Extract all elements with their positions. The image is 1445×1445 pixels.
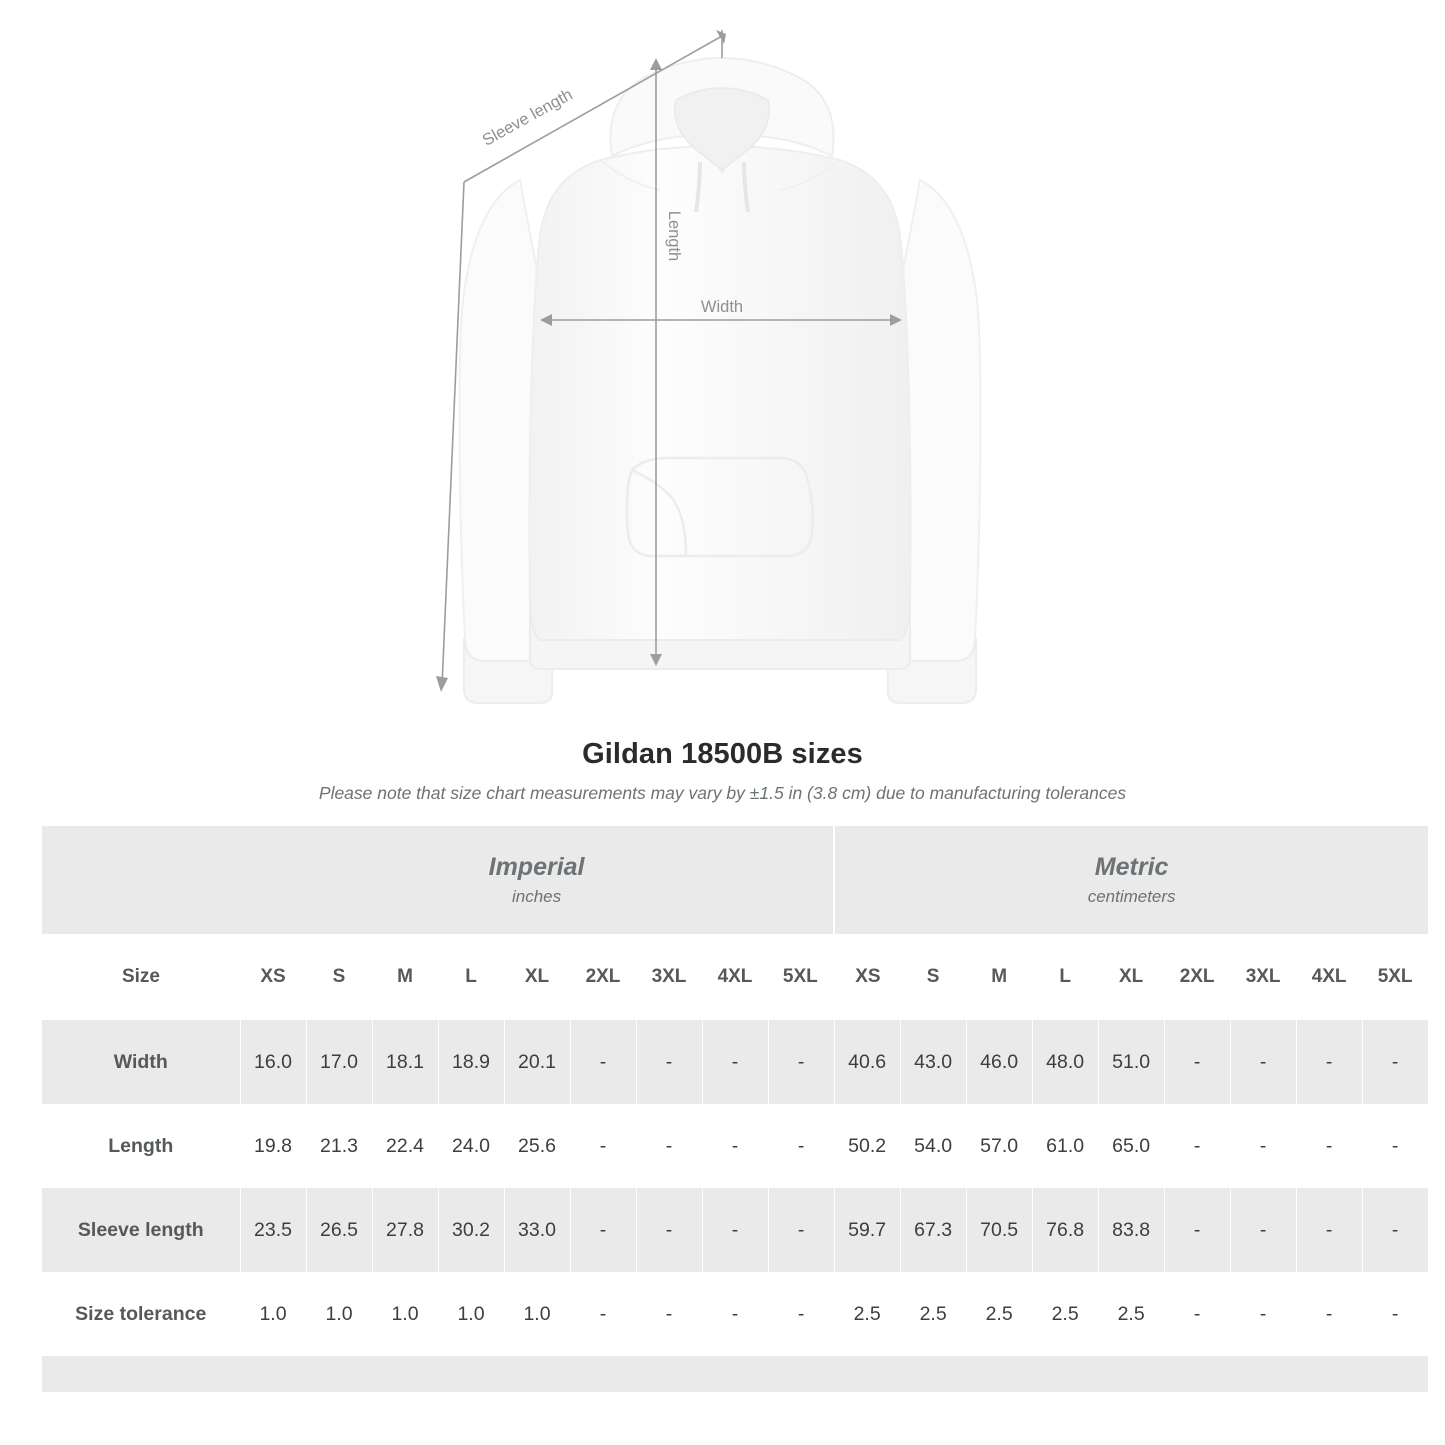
cell-length-metric-s: 54.0 [900, 1104, 966, 1188]
size-header-imperial-xl: XL [504, 934, 570, 1020]
cell-tolerance-imperial-m: 1.0 [372, 1272, 438, 1356]
row-label-width: Width [42, 1020, 240, 1104]
cell-length-imperial-5xl: - [768, 1104, 834, 1188]
cell-length-metric-l: 61.0 [1032, 1104, 1098, 1188]
cell-length-imperial-m: 22.4 [372, 1104, 438, 1188]
label-length: Length [665, 210, 683, 262]
cell-sleeve-metric-xs: 59.7 [834, 1188, 900, 1272]
cell-length-metric-5xl: - [1362, 1104, 1428, 1188]
size-header-metric-5xl: 5XL [1362, 934, 1428, 1020]
metric-title: Metric [1094, 852, 1169, 881]
cell-length-metric-4xl: - [1296, 1104, 1362, 1188]
size-header-imperial-m: M [372, 934, 438, 1020]
size-header-metric-xl: XL [1098, 934, 1164, 1020]
imperial-title: Imperial [488, 852, 585, 881]
cell-sleeve-metric-2xl: - [1164, 1188, 1230, 1272]
cell-width-imperial-2xl: - [570, 1020, 636, 1104]
tolerance-note: Please note that size chart measurements may vary by ±1.5 in (3.8 cm) due to manufacturing tolerances [318, 783, 1127, 803]
cell-tolerance-metric-xs: 2.5 [834, 1272, 900, 1356]
cell-length-imperial-xl: 25.6 [504, 1104, 570, 1188]
cell-tolerance-imperial-4xl: - [702, 1272, 768, 1356]
row-label-size-tolerance: Size tolerance [42, 1272, 240, 1356]
cell-sleeve-metric-m: 70.5 [966, 1188, 1032, 1272]
label-width: Width [700, 298, 744, 316]
metric-unit: centimeters [1087, 887, 1176, 907]
cell-width-metric-xl: 51.0 [1098, 1020, 1164, 1104]
table-row [42, 1020, 1428, 1104]
cell-sleeve-imperial-m: 27.8 [372, 1188, 438, 1272]
cell-length-imperial-3xl: - [636, 1104, 702, 1188]
table-row [42, 1104, 1428, 1188]
size-header-imperial-xs: XS [240, 934, 306, 1020]
footer-band-cell [42, 1356, 1428, 1392]
cell-width-metric-xs: 40.6 [834, 1020, 900, 1104]
cell-tolerance-metric-xl: 2.5 [1098, 1272, 1164, 1356]
cell-tolerance-metric-l: 2.5 [1032, 1272, 1098, 1356]
cell-width-metric-m: 46.0 [966, 1020, 1032, 1104]
cell-tolerance-metric-3xl: - [1230, 1272, 1296, 1356]
size-header-metric-l: L [1032, 934, 1098, 1020]
row-label-sleeve-length: Sleeve length [42, 1188, 240, 1272]
cell-tolerance-metric-m: 2.5 [966, 1272, 1032, 1356]
cell-tolerance-imperial-xs: 1.0 [240, 1272, 306, 1356]
cell-sleeve-metric-4xl: - [1296, 1188, 1362, 1272]
cell-width-imperial-3xl: - [636, 1020, 702, 1104]
cell-tolerance-metric-s: 2.5 [900, 1272, 966, 1356]
size-header-metric-xs: XS [834, 934, 900, 1020]
cell-length-metric-3xl: - [1230, 1104, 1296, 1188]
cell-sleeve-metric-3xl: - [1230, 1188, 1296, 1272]
cell-length-imperial-4xl: - [702, 1104, 768, 1188]
row-label-length: Length [42, 1104, 240, 1188]
size-table-wrapper [42, 826, 1413, 1392]
cell-length-imperial-s: 21.3 [306, 1104, 372, 1188]
imperial-group-header [240, 826, 834, 934]
size-header-imperial-l: L [438, 934, 504, 1020]
cell-sleeve-imperial-xs: 23.5 [240, 1188, 306, 1272]
cell-sleeve-imperial-xl: 33.0 [504, 1188, 570, 1272]
cell-sleeve-imperial-3xl: - [636, 1188, 702, 1272]
size-header-imperial-4xl: 4XL [702, 934, 768, 1020]
cell-length-metric-2xl: - [1164, 1104, 1230, 1188]
size-header-imperial-2xl: 2XL [570, 934, 636, 1020]
cell-width-imperial-xl: 20.1 [504, 1020, 570, 1104]
cell-sleeve-imperial-2xl: - [570, 1188, 636, 1272]
label-sleeve-length: Sleeve length [479, 85, 576, 150]
cell-width-metric-3xl: - [1230, 1020, 1296, 1104]
cell-sleeve-imperial-4xl: - [702, 1188, 768, 1272]
size-header-metric-4xl: 4XL [1296, 934, 1362, 1020]
cell-length-metric-xs: 50.2 [834, 1104, 900, 1188]
cell-width-metric-4xl: - [1296, 1020, 1362, 1104]
cell-sleeve-metric-l: 76.8 [1032, 1188, 1098, 1272]
cell-tolerance-imperial-l: 1.0 [438, 1272, 504, 1356]
cell-tolerance-metric-2xl: - [1164, 1272, 1230, 1356]
size-header-row [42, 934, 1428, 1020]
table-corner [42, 826, 240, 934]
cell-length-metric-xl: 65.0 [1098, 1104, 1164, 1188]
cell-width-imperial-m: 18.1 [372, 1020, 438, 1104]
table-row [42, 1272, 1428, 1356]
page-title: Gildan 18500B sizes [582, 738, 863, 770]
cell-sleeve-metric-xl: 83.8 [1098, 1188, 1164, 1272]
cell-width-imperial-l: 18.9 [438, 1020, 504, 1104]
size-header-metric-m: M [966, 934, 1032, 1020]
cell-width-metric-s: 43.0 [900, 1020, 966, 1104]
cell-tolerance-imperial-xl: 1.0 [504, 1272, 570, 1356]
cell-sleeve-metric-5xl: - [1362, 1188, 1428, 1272]
cell-sleeve-imperial-s: 26.5 [306, 1188, 372, 1272]
size-header-metric-s: S [900, 934, 966, 1020]
hoodie-shape [459, 58, 980, 703]
cell-width-metric-l: 48.0 [1032, 1020, 1098, 1104]
size-table [42, 826, 1429, 1392]
cell-length-imperial-l: 24.0 [438, 1104, 504, 1188]
cell-width-imperial-5xl: - [768, 1020, 834, 1104]
size-header-label: Size [42, 934, 240, 1020]
cell-tolerance-imperial-s: 1.0 [306, 1272, 372, 1356]
table-footer-band [42, 1356, 1428, 1392]
size-header-metric-2xl: 2XL [1164, 934, 1230, 1020]
cell-length-imperial-2xl: - [570, 1104, 636, 1188]
cell-length-metric-m: 57.0 [966, 1104, 1032, 1188]
size-header-metric-3xl: 3XL [1230, 934, 1296, 1020]
size-header-imperial-5xl: 5XL [768, 934, 834, 1020]
cell-tolerance-imperial-2xl: - [570, 1272, 636, 1356]
cell-width-imperial-4xl: - [702, 1020, 768, 1104]
cell-tolerance-metric-5xl: - [1362, 1272, 1428, 1356]
cell-width-metric-2xl: - [1164, 1020, 1230, 1104]
table-row [42, 1188, 1428, 1272]
cell-length-imperial-xs: 19.8 [240, 1104, 306, 1188]
cell-width-imperial-s: 17.0 [306, 1020, 372, 1104]
cell-width-metric-5xl: - [1362, 1020, 1428, 1104]
cell-tolerance-imperial-5xl: - [768, 1272, 834, 1356]
cell-tolerance-metric-4xl: - [1296, 1272, 1362, 1356]
imperial-unit: inches [511, 887, 562, 907]
size-header-imperial-s: S [306, 934, 372, 1020]
cell-tolerance-imperial-3xl: - [636, 1272, 702, 1356]
cell-sleeve-imperial-5xl: - [768, 1188, 834, 1272]
size-header-imperial-3xl: 3XL [636, 934, 702, 1020]
metric-group-header [834, 826, 1428, 934]
cell-width-imperial-xs: 16.0 [240, 1020, 306, 1104]
unit-header-row [42, 826, 1428, 934]
cell-sleeve-imperial-l: 30.2 [438, 1188, 504, 1272]
cell-sleeve-metric-s: 67.3 [900, 1188, 966, 1272]
